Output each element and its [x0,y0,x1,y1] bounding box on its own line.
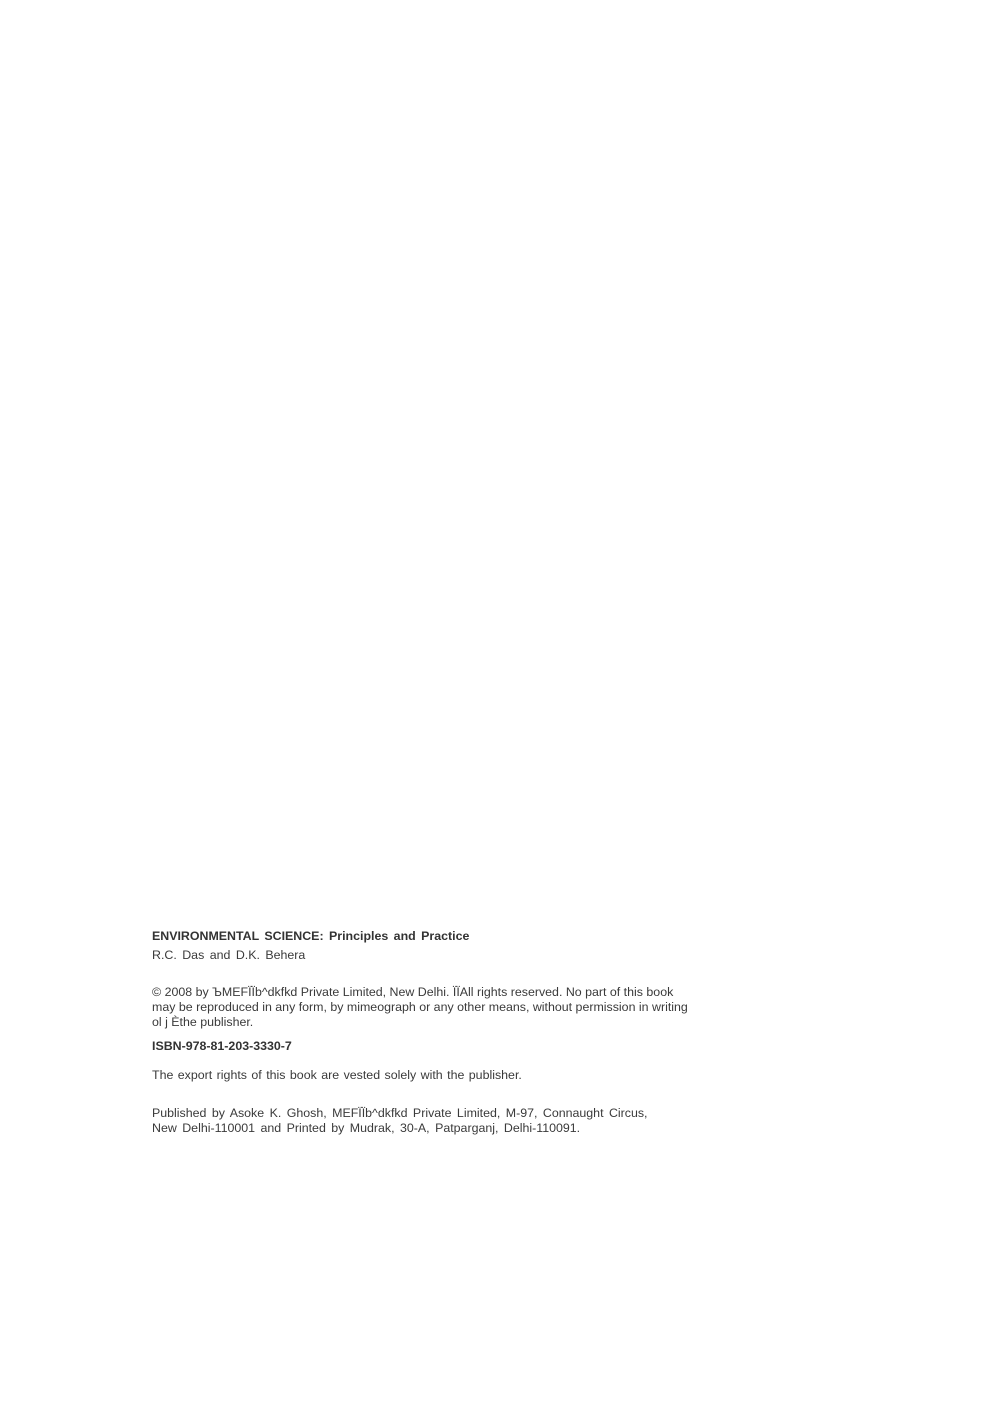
copyright-line: ol j Ѐthe publisher. [152,1015,254,1029]
publisher-line: Published by Asoke K. Ghosh, МЕFЇЇb^dkfkd Private Limited, M-97, Connaught Circus, [152,1106,648,1120]
copyright-notice [152,985,732,1030]
isbn: ISBN-978-81-203-3330-7 [152,1039,292,1053]
book-title: ENVIRONMENTAL SCIENCE: Principles and Practice [152,929,470,943]
publisher-line: New Delhi-110001 and Printed by Mudrak, 30-A, Patparganj, Delhi-110091. [152,1121,581,1135]
book-authors: R.C. Das and D.K. Behera [152,948,306,962]
copyright-line: may be reproduced in any form, by mimeograph or any other means, without permission in writing [152,1000,688,1014]
imprint-block [152,929,732,1136]
export-rights-notice: The export rights of this book are vested solely with the publisher. [152,1068,522,1082]
publisher-info [152,1106,732,1136]
copyright-line: © 2008 by ЪМЕFЇЇb^dkfkd Private Limited, New Delhi. ЇЇAll rights reserved. No part of this book [152,985,674,999]
